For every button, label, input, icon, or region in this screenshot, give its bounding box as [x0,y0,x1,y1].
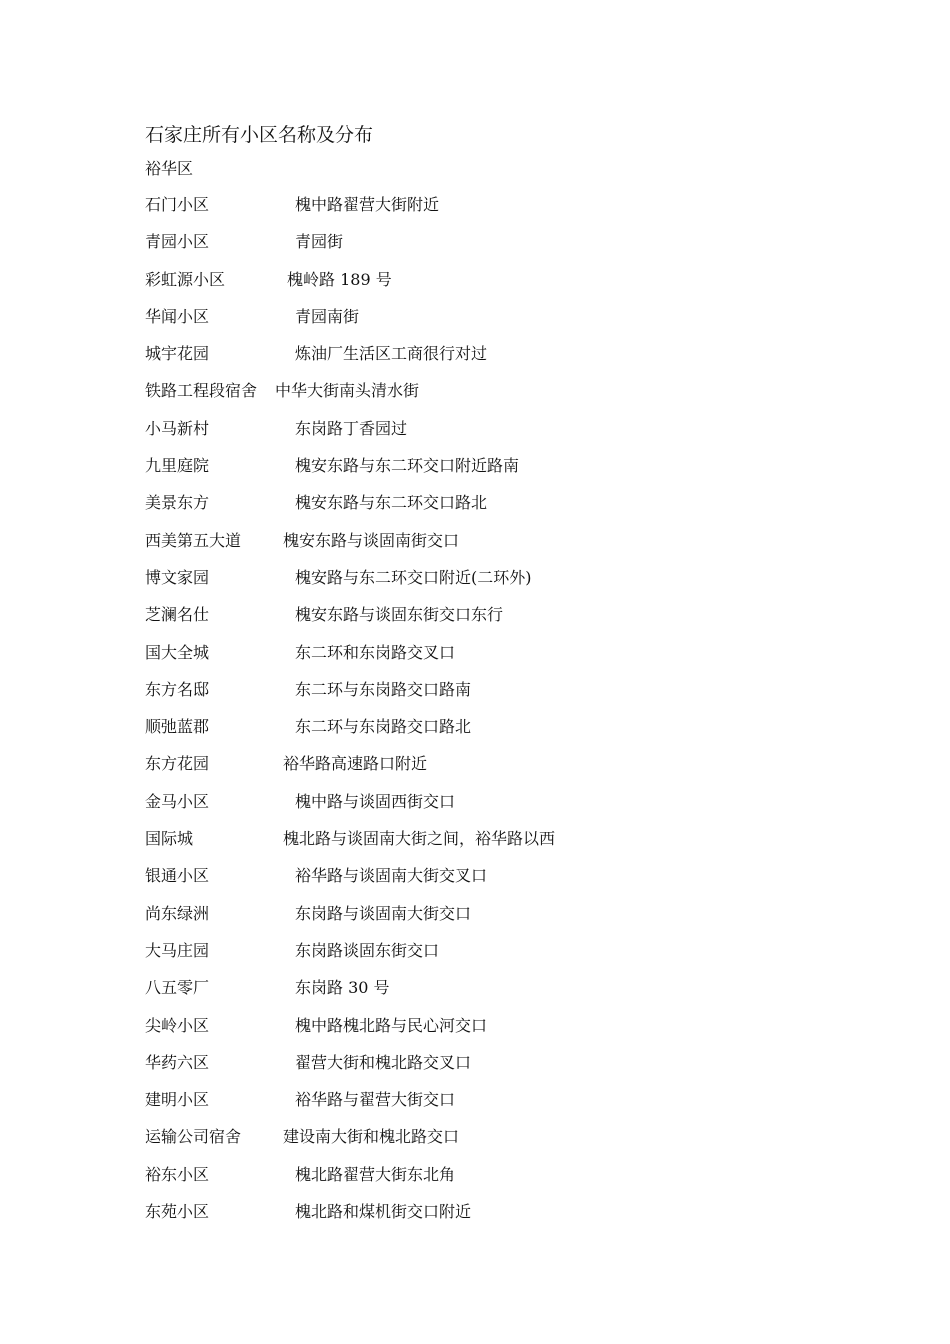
list-item [145,484,845,521]
community-name: 九里庭院 [145,456,210,476]
community-location: 裕华路与翟营大街交口 [295,1090,456,1110]
community-name: 城宇花园 [145,344,210,364]
community-name: 西美第五大道 [145,530,242,550]
community-name: 芝澜名仕 [145,605,210,625]
community-name: 国际城 [145,829,194,849]
list-item [145,708,845,745]
community-list [145,186,845,1230]
community-name: 尖岭小区 [145,1015,210,1035]
community-location: 槐中路与谈固西街交口 [295,791,456,811]
community-name: 运输公司宿舍 [145,1127,242,1147]
community-name: 彩虹源小区 [145,269,226,289]
list-item [145,410,845,447]
community-name: 东苑小区 [145,1202,210,1222]
list-item [145,1044,845,1081]
community-location: 东岗路 30 号 [295,978,390,998]
list-item [145,1118,845,1155]
list-item [145,261,845,298]
page-title: 石家庄所有小区名称及分布 [145,124,374,146]
community-name: 石门小区 [145,195,210,214]
list-item [145,335,845,372]
community-location: 裕华路高速路口附近 [283,754,428,774]
community-name: 华药六区 [145,1052,210,1072]
community-name: 建明小区 [145,1090,210,1110]
community-name: 小马新村 [145,418,210,438]
community-name: 银通小区 [145,866,210,886]
community-location: 槐北路翟营大街东北角 [295,1164,456,1184]
list-item [145,596,845,633]
community-location: 槐安东路与谈固南街交口 [283,530,460,550]
community-name: 大马庄园 [145,940,210,960]
document-page [145,118,845,1230]
community-name: 顺弛蓝郡 [145,717,210,737]
list-item [145,1081,845,1118]
list-item [145,783,845,820]
community-name: 东方花园 [145,754,210,774]
list-item [145,820,845,857]
community-name: 尚东绿洲 [145,903,210,923]
community-name: 华闻小区 [145,306,210,326]
district-heading: 裕华区 [145,159,194,178]
list-item [145,186,845,223]
community-location: 青园南街 [295,306,360,326]
list-item [145,1156,845,1193]
list-item [145,1193,845,1230]
community-name: 八五零厂 [145,978,210,998]
community-location: 炼油厂生活区工商很行对过 [295,344,488,364]
list-item [145,895,845,932]
community-location: 槐安路与东二环交口附近(二环外) [295,567,532,587]
community-name: 铁路工程段宿舍 [145,381,258,401]
list-item [145,969,845,1006]
community-location: 东二环与东岗路交口路北 [295,717,472,737]
list-item [145,1007,845,1044]
community-name: 裕东小区 [145,1164,210,1184]
list-item [145,223,845,260]
community-location: 槐安东路与谈固东街交口东行 [295,605,504,625]
list-item [145,298,845,335]
community-location: 东岗路丁香园过 [295,418,408,438]
community-location: 槐岭路 189 号 [287,269,392,289]
community-location: 裕华路与谈固南大街交叉口 [295,866,488,886]
community-location: 中华大街南头清水街 [275,381,420,401]
community-location: 东岗路谈固东街交口 [295,940,440,960]
community-name: 东方名邸 [145,679,210,699]
community-location: 东二环与东岗路交口路南 [295,679,472,699]
community-location: 槐北路与谈固南大街之间，裕华路以西 [283,829,556,849]
list-item [145,932,845,969]
list-item [145,745,845,782]
community-location: 东岗路与谈固南大街交口 [295,903,472,923]
list-item [145,857,845,894]
community-location: 槐安东路与东二环交口路北 [295,493,488,513]
community-location: 东二环和东岗路交叉口 [295,642,456,662]
list-item [145,372,845,409]
community-location: 槐北路和煤机街交口附近 [295,1202,472,1222]
list-item [145,447,845,484]
community-location: 翟营大街和槐北路交叉口 [295,1052,472,1072]
community-location: 建设南大街和槐北路交口 [283,1127,460,1147]
community-name: 青园小区 [145,232,210,252]
community-name: 金马小区 [145,791,210,811]
list-item [145,559,845,596]
list-item [145,671,845,708]
community-location: 槐中路翟营大街附近 [295,195,440,214]
community-name: 国大全城 [145,642,210,662]
list-item [145,634,845,671]
community-name: 美景东方 [145,493,210,513]
community-name: 博文家园 [145,567,210,587]
community-location: 槐安东路与东二环交口附近路南 [295,456,520,476]
community-location: 槐中路槐北路与民心河交口 [295,1015,488,1035]
list-item [145,522,845,559]
community-location: 青园街 [295,232,344,252]
